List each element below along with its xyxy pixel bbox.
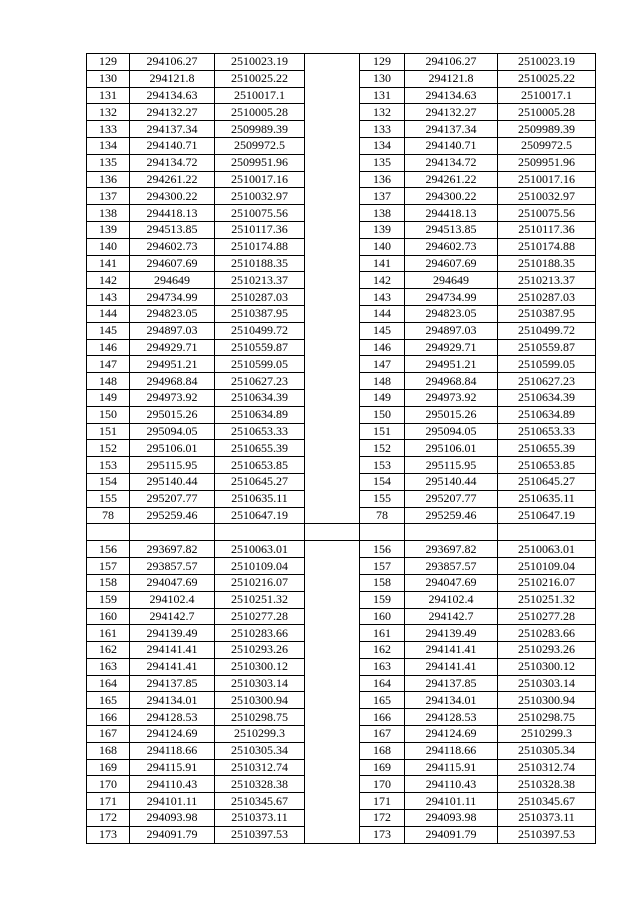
- left-y-cell: 2510635.11: [215, 490, 305, 507]
- right-y-cell: 2510653.33: [498, 423, 596, 440]
- right-id-cell: 173: [360, 826, 405, 843]
- right-x-cell: 294132.27: [405, 104, 498, 121]
- group1-rows: [87, 54, 596, 524]
- blank-separator-row: [87, 524, 596, 541]
- left-y-cell: 2509972.5: [215, 137, 305, 154]
- left-y-cell: 2510387.95: [215, 305, 305, 322]
- right-id-cell: 78: [360, 507, 405, 524]
- left-id-cell: 157: [87, 558, 130, 575]
- left-x-cell: 294137.34: [130, 121, 215, 138]
- left-id-cell: 140: [87, 238, 130, 255]
- right-y-cell: 2510298.75: [498, 709, 596, 726]
- left-x-cell: 294513.85: [130, 221, 215, 238]
- right-x-cell: 294101.11: [405, 793, 498, 810]
- right-y-cell: 2510345.67: [498, 793, 596, 810]
- left-id-cell: 139: [87, 221, 130, 238]
- right-id-cell: 129: [360, 54, 405, 71]
- blank-cell: [215, 524, 305, 541]
- left-x-cell: 294115.91: [130, 759, 215, 776]
- left-y-cell: 2510063.01: [215, 541, 305, 558]
- right-x-cell: 294128.53: [405, 709, 498, 726]
- gap-cell: [305, 541, 360, 843]
- right-x-cell: 295259.46: [405, 507, 498, 524]
- table-row: [87, 541, 596, 558]
- left-x-cell: 294102.4: [130, 591, 215, 608]
- right-x-cell: 293697.82: [405, 541, 498, 558]
- right-id-cell: 142: [360, 272, 405, 289]
- right-y-cell: 2510300.12: [498, 658, 596, 675]
- right-y-cell: 2510251.32: [498, 591, 596, 608]
- left-id-cell: 144: [87, 305, 130, 322]
- left-y-cell: 2510627.23: [215, 373, 305, 390]
- left-id-cell: 133: [87, 121, 130, 138]
- left-id-cell: 142: [87, 272, 130, 289]
- right-id-cell: 170: [360, 776, 405, 793]
- right-y-cell: 2510300.94: [498, 692, 596, 709]
- right-y-cell: 2509989.39: [498, 121, 596, 138]
- gap-cell: [305, 54, 360, 524]
- left-y-cell: 2509951.96: [215, 154, 305, 171]
- left-id-cell: 159: [87, 591, 130, 608]
- left-id-cell: 131: [87, 87, 130, 104]
- left-x-cell: 295094.05: [130, 423, 215, 440]
- right-id-cell: 172: [360, 810, 405, 827]
- right-x-cell: 295106.01: [405, 440, 498, 457]
- blank-cell: [498, 524, 596, 541]
- right-x-cell: 294261.22: [405, 171, 498, 188]
- right-id-cell: 169: [360, 759, 405, 776]
- left-x-cell: 294929.71: [130, 339, 215, 356]
- left-x-cell: 294607.69: [130, 255, 215, 272]
- left-y-cell: 2510345.67: [215, 793, 305, 810]
- left-y-cell: 2510634.39: [215, 389, 305, 406]
- left-y-cell: 2510645.27: [215, 473, 305, 490]
- left-id-cell: 145: [87, 322, 130, 339]
- left-id-cell: 167: [87, 726, 130, 743]
- right-x-cell: 294115.91: [405, 759, 498, 776]
- left-x-cell: 295207.77: [130, 490, 215, 507]
- right-y-cell: 2510017.1: [498, 87, 596, 104]
- right-x-cell: 294649: [405, 272, 498, 289]
- left-id-cell: 166: [87, 709, 130, 726]
- right-y-cell: 2510213.37: [498, 272, 596, 289]
- left-y-cell: 2510300.94: [215, 692, 305, 709]
- right-x-cell: 294137.85: [405, 675, 498, 692]
- right-id-cell: 134: [360, 137, 405, 154]
- left-y-cell: 2510117.36: [215, 221, 305, 238]
- right-x-cell: 294300.22: [405, 188, 498, 205]
- left-y-cell: 2510303.14: [215, 675, 305, 692]
- table-row: [87, 54, 596, 71]
- left-x-cell: 294134.63: [130, 87, 215, 104]
- right-y-cell: 2510328.38: [498, 776, 596, 793]
- right-y-cell: 2510655.39: [498, 440, 596, 457]
- left-x-cell: 294300.22: [130, 188, 215, 205]
- right-y-cell: 2510312.74: [498, 759, 596, 776]
- right-y-cell: 2510174.88: [498, 238, 596, 255]
- right-y-cell: 2510188.35: [498, 255, 596, 272]
- left-id-cell: 158: [87, 574, 130, 591]
- left-id-cell: 161: [87, 625, 130, 642]
- left-id-cell: 136: [87, 171, 130, 188]
- left-y-cell: 2510298.75: [215, 709, 305, 726]
- right-id-cell: 130: [360, 70, 405, 87]
- left-id-cell: 149: [87, 389, 130, 406]
- left-id-cell: 171: [87, 793, 130, 810]
- right-y-cell: 2510387.95: [498, 305, 596, 322]
- left-x-cell: 294734.99: [130, 289, 215, 306]
- left-id-cell: 147: [87, 356, 130, 373]
- right-id-cell: 147: [360, 356, 405, 373]
- left-y-cell: 2510397.53: [215, 826, 305, 843]
- right-y-cell: 2510287.03: [498, 289, 596, 306]
- right-y-cell: 2510627.23: [498, 373, 596, 390]
- left-y-cell: 2510299.3: [215, 726, 305, 743]
- right-y-cell: 2509951.96: [498, 154, 596, 171]
- right-x-cell: 294093.98: [405, 810, 498, 827]
- blank-cell: [130, 524, 215, 541]
- left-id-cell: 135: [87, 154, 130, 171]
- right-x-cell: 293857.57: [405, 558, 498, 575]
- separator-rows: [87, 524, 596, 541]
- right-id-cell: 155: [360, 490, 405, 507]
- left-x-cell: 294951.21: [130, 356, 215, 373]
- right-y-cell: 2510635.11: [498, 490, 596, 507]
- left-x-cell: 294418.13: [130, 205, 215, 222]
- left-id-cell: 141: [87, 255, 130, 272]
- right-id-cell: 158: [360, 574, 405, 591]
- right-y-cell: 2510634.89: [498, 406, 596, 423]
- right-y-cell: 2510025.22: [498, 70, 596, 87]
- right-id-cell: 132: [360, 104, 405, 121]
- left-y-cell: 2510213.37: [215, 272, 305, 289]
- left-x-cell: 294602.73: [130, 238, 215, 255]
- left-x-cell: 294118.66: [130, 742, 215, 759]
- right-y-cell: 2510303.14: [498, 675, 596, 692]
- left-x-cell: 294649: [130, 272, 215, 289]
- right-id-cell: 160: [360, 608, 405, 625]
- left-id-cell: 78: [87, 507, 130, 524]
- right-y-cell: 2510653.85: [498, 457, 596, 474]
- left-y-cell: 2510559.87: [215, 339, 305, 356]
- left-x-cell: 294134.01: [130, 692, 215, 709]
- right-x-cell: 294142.7: [405, 608, 498, 625]
- left-y-cell: 2510188.35: [215, 255, 305, 272]
- left-x-cell: 294128.53: [130, 709, 215, 726]
- left-y-cell: 2510653.33: [215, 423, 305, 440]
- left-id-cell: 162: [87, 642, 130, 659]
- left-id-cell: 146: [87, 339, 130, 356]
- left-id-cell: 134: [87, 137, 130, 154]
- left-y-cell: 2510300.12: [215, 658, 305, 675]
- left-y-cell: 2510599.05: [215, 356, 305, 373]
- left-id-cell: 130: [87, 70, 130, 87]
- right-id-cell: 171: [360, 793, 405, 810]
- left-x-cell: 294132.27: [130, 104, 215, 121]
- right-x-cell: 294047.69: [405, 574, 498, 591]
- right-id-cell: 149: [360, 389, 405, 406]
- right-id-cell: 159: [360, 591, 405, 608]
- left-id-cell: 173: [87, 826, 130, 843]
- left-x-cell: 294141.41: [130, 658, 215, 675]
- right-id-cell: 152: [360, 440, 405, 457]
- left-x-cell: 294140.71: [130, 137, 215, 154]
- left-id-cell: 129: [87, 54, 130, 71]
- right-x-cell: 294124.69: [405, 726, 498, 743]
- left-y-cell: 2510025.22: [215, 70, 305, 87]
- left-x-cell: 294968.84: [130, 373, 215, 390]
- right-y-cell: 2510063.01: [498, 541, 596, 558]
- left-y-cell: 2510174.88: [215, 238, 305, 255]
- coordinate-table: [86, 53, 596, 844]
- right-x-cell: 294141.41: [405, 658, 498, 675]
- left-x-cell: 293697.82: [130, 541, 215, 558]
- right-id-cell: 156: [360, 541, 405, 558]
- left-x-cell: 295140.44: [130, 473, 215, 490]
- right-id-cell: 144: [360, 305, 405, 322]
- right-x-cell: 294134.72: [405, 154, 498, 171]
- left-id-cell: 165: [87, 692, 130, 709]
- left-id-cell: 132: [87, 104, 130, 121]
- right-x-cell: 294418.13: [405, 205, 498, 222]
- right-id-cell: 151: [360, 423, 405, 440]
- right-id-cell: 143: [360, 289, 405, 306]
- right-id-cell: 153: [360, 457, 405, 474]
- group2-rows: [87, 541, 596, 843]
- left-id-cell: 160: [87, 608, 130, 625]
- left-x-cell: 294973.92: [130, 389, 215, 406]
- left-id-cell: 137: [87, 188, 130, 205]
- right-id-cell: 131: [360, 87, 405, 104]
- left-id-cell: 148: [87, 373, 130, 390]
- right-x-cell: 295207.77: [405, 490, 498, 507]
- left-id-cell: 151: [87, 423, 130, 440]
- left-x-cell: 294047.69: [130, 574, 215, 591]
- right-x-cell: 295115.95: [405, 457, 498, 474]
- right-x-cell: 294139.49: [405, 625, 498, 642]
- right-x-cell: 294102.4: [405, 591, 498, 608]
- right-y-cell: 2510305.34: [498, 742, 596, 759]
- right-x-cell: 295140.44: [405, 473, 498, 490]
- right-y-cell: 2510647.19: [498, 507, 596, 524]
- right-id-cell: 163: [360, 658, 405, 675]
- left-id-cell: 143: [87, 289, 130, 306]
- right-id-cell: 162: [360, 642, 405, 659]
- left-y-cell: 2510023.19: [215, 54, 305, 71]
- right-y-cell: 2510397.53: [498, 826, 596, 843]
- right-id-cell: 148: [360, 373, 405, 390]
- right-y-cell: 2510645.27: [498, 473, 596, 490]
- left-y-cell: 2510312.74: [215, 759, 305, 776]
- left-x-cell: 294106.27: [130, 54, 215, 71]
- right-id-cell: 135: [360, 154, 405, 171]
- left-x-cell: 294110.43: [130, 776, 215, 793]
- left-y-cell: 2510017.16: [215, 171, 305, 188]
- right-x-cell: 294968.84: [405, 373, 498, 390]
- right-id-cell: 137: [360, 188, 405, 205]
- left-id-cell: 152: [87, 440, 130, 457]
- right-y-cell: 2510117.36: [498, 221, 596, 238]
- left-y-cell: 2510075.56: [215, 205, 305, 222]
- right-y-cell: 2510299.3: [498, 726, 596, 743]
- right-y-cell: 2510277.28: [498, 608, 596, 625]
- right-y-cell: 2510283.66: [498, 625, 596, 642]
- left-y-cell: 2510293.26: [215, 642, 305, 659]
- right-x-cell: 294137.34: [405, 121, 498, 138]
- right-y-cell: 2510499.72: [498, 322, 596, 339]
- left-y-cell: 2510109.04: [215, 558, 305, 575]
- right-id-cell: 133: [360, 121, 405, 138]
- right-y-cell: 2510373.11: [498, 810, 596, 827]
- right-id-cell: 161: [360, 625, 405, 642]
- left-y-cell: 2509989.39: [215, 121, 305, 138]
- right-x-cell: 294141.41: [405, 642, 498, 659]
- right-x-cell: 294602.73: [405, 238, 498, 255]
- right-x-cell: 294091.79: [405, 826, 498, 843]
- left-y-cell: 2510634.89: [215, 406, 305, 423]
- right-x-cell: 294513.85: [405, 221, 498, 238]
- right-id-cell: 138: [360, 205, 405, 222]
- left-x-cell: 294823.05: [130, 305, 215, 322]
- right-y-cell: 2510599.05: [498, 356, 596, 373]
- left-x-cell: 295115.95: [130, 457, 215, 474]
- left-x-cell: 293857.57: [130, 558, 215, 575]
- right-x-cell: 294607.69: [405, 255, 498, 272]
- left-x-cell: 294261.22: [130, 171, 215, 188]
- right-y-cell: 2510293.26: [498, 642, 596, 659]
- right-x-cell: 294734.99: [405, 289, 498, 306]
- right-y-cell: 2510216.07: [498, 574, 596, 591]
- left-id-cell: 169: [87, 759, 130, 776]
- right-y-cell: 2510023.19: [498, 54, 596, 71]
- left-x-cell: 295106.01: [130, 440, 215, 457]
- left-y-cell: 2510005.28: [215, 104, 305, 121]
- right-x-cell: 294134.63: [405, 87, 498, 104]
- right-id-cell: 166: [360, 709, 405, 726]
- right-x-cell: 295094.05: [405, 423, 498, 440]
- right-id-cell: 139: [360, 221, 405, 238]
- right-y-cell: 2510634.39: [498, 389, 596, 406]
- right-x-cell: 294951.21: [405, 356, 498, 373]
- right-y-cell: 2509972.5: [498, 137, 596, 154]
- left-y-cell: 2510499.72: [215, 322, 305, 339]
- right-id-cell: 141: [360, 255, 405, 272]
- right-y-cell: 2510559.87: [498, 339, 596, 356]
- right-y-cell: 2510017.16: [498, 171, 596, 188]
- right-x-cell: 294121.8: [405, 70, 498, 87]
- left-id-cell: 172: [87, 810, 130, 827]
- right-id-cell: 164: [360, 675, 405, 692]
- right-id-cell: 136: [360, 171, 405, 188]
- left-y-cell: 2510328.38: [215, 776, 305, 793]
- left-x-cell: 294124.69: [130, 726, 215, 743]
- left-x-cell: 295259.46: [130, 507, 215, 524]
- right-x-cell: 294110.43: [405, 776, 498, 793]
- left-id-cell: 163: [87, 658, 130, 675]
- left-id-cell: 153: [87, 457, 130, 474]
- left-id-cell: 164: [87, 675, 130, 692]
- left-x-cell: 294101.11: [130, 793, 215, 810]
- left-y-cell: 2510305.34: [215, 742, 305, 759]
- left-y-cell: 2510032.97: [215, 188, 305, 205]
- right-y-cell: 2510032.97: [498, 188, 596, 205]
- right-x-cell: 294929.71: [405, 339, 498, 356]
- left-x-cell: 294134.72: [130, 154, 215, 171]
- left-x-cell: 294141.41: [130, 642, 215, 659]
- left-x-cell: 294137.85: [130, 675, 215, 692]
- left-y-cell: 2510277.28: [215, 608, 305, 625]
- left-y-cell: 2510283.66: [215, 625, 305, 642]
- right-id-cell: 140: [360, 238, 405, 255]
- right-id-cell: 150: [360, 406, 405, 423]
- right-x-cell: 294106.27: [405, 54, 498, 71]
- right-x-cell: 294134.01: [405, 692, 498, 709]
- blank-cell: [87, 524, 130, 541]
- right-id-cell: 154: [360, 473, 405, 490]
- blank-cell: [405, 524, 498, 541]
- blank-cell: [305, 524, 360, 541]
- left-y-cell: 2510017.1: [215, 87, 305, 104]
- left-y-cell: 2510653.85: [215, 457, 305, 474]
- right-id-cell: 168: [360, 742, 405, 759]
- left-id-cell: 150: [87, 406, 130, 423]
- left-x-cell: 295015.26: [130, 406, 215, 423]
- left-y-cell: 2510251.32: [215, 591, 305, 608]
- left-y-cell: 2510373.11: [215, 810, 305, 827]
- left-x-cell: 294093.98: [130, 810, 215, 827]
- left-id-cell: 156: [87, 541, 130, 558]
- left-y-cell: 2510647.19: [215, 507, 305, 524]
- right-x-cell: 294118.66: [405, 742, 498, 759]
- blank-cell: [360, 524, 405, 541]
- left-x-cell: 294897.03: [130, 322, 215, 339]
- left-x-cell: 294091.79: [130, 826, 215, 843]
- left-y-cell: 2510287.03: [215, 289, 305, 306]
- right-x-cell: 294140.71: [405, 137, 498, 154]
- left-id-cell: 138: [87, 205, 130, 222]
- left-id-cell: 168: [87, 742, 130, 759]
- right-x-cell: 295015.26: [405, 406, 498, 423]
- left-id-cell: 170: [87, 776, 130, 793]
- left-id-cell: 155: [87, 490, 130, 507]
- right-id-cell: 145: [360, 322, 405, 339]
- left-y-cell: 2510655.39: [215, 440, 305, 457]
- left-y-cell: 2510216.07: [215, 574, 305, 591]
- right-x-cell: 294973.92: [405, 389, 498, 406]
- left-x-cell: 294139.49: [130, 625, 215, 642]
- right-y-cell: 2510005.28: [498, 104, 596, 121]
- right-id-cell: 165: [360, 692, 405, 709]
- right-x-cell: 294897.03: [405, 322, 498, 339]
- left-x-cell: 294121.8: [130, 70, 215, 87]
- right-id-cell: 157: [360, 558, 405, 575]
- right-y-cell: 2510075.56: [498, 205, 596, 222]
- left-x-cell: 294142.7: [130, 608, 215, 625]
- right-x-cell: 294823.05: [405, 305, 498, 322]
- right-y-cell: 2510109.04: [498, 558, 596, 575]
- right-id-cell: 146: [360, 339, 405, 356]
- left-id-cell: 154: [87, 473, 130, 490]
- right-id-cell: 167: [360, 726, 405, 743]
